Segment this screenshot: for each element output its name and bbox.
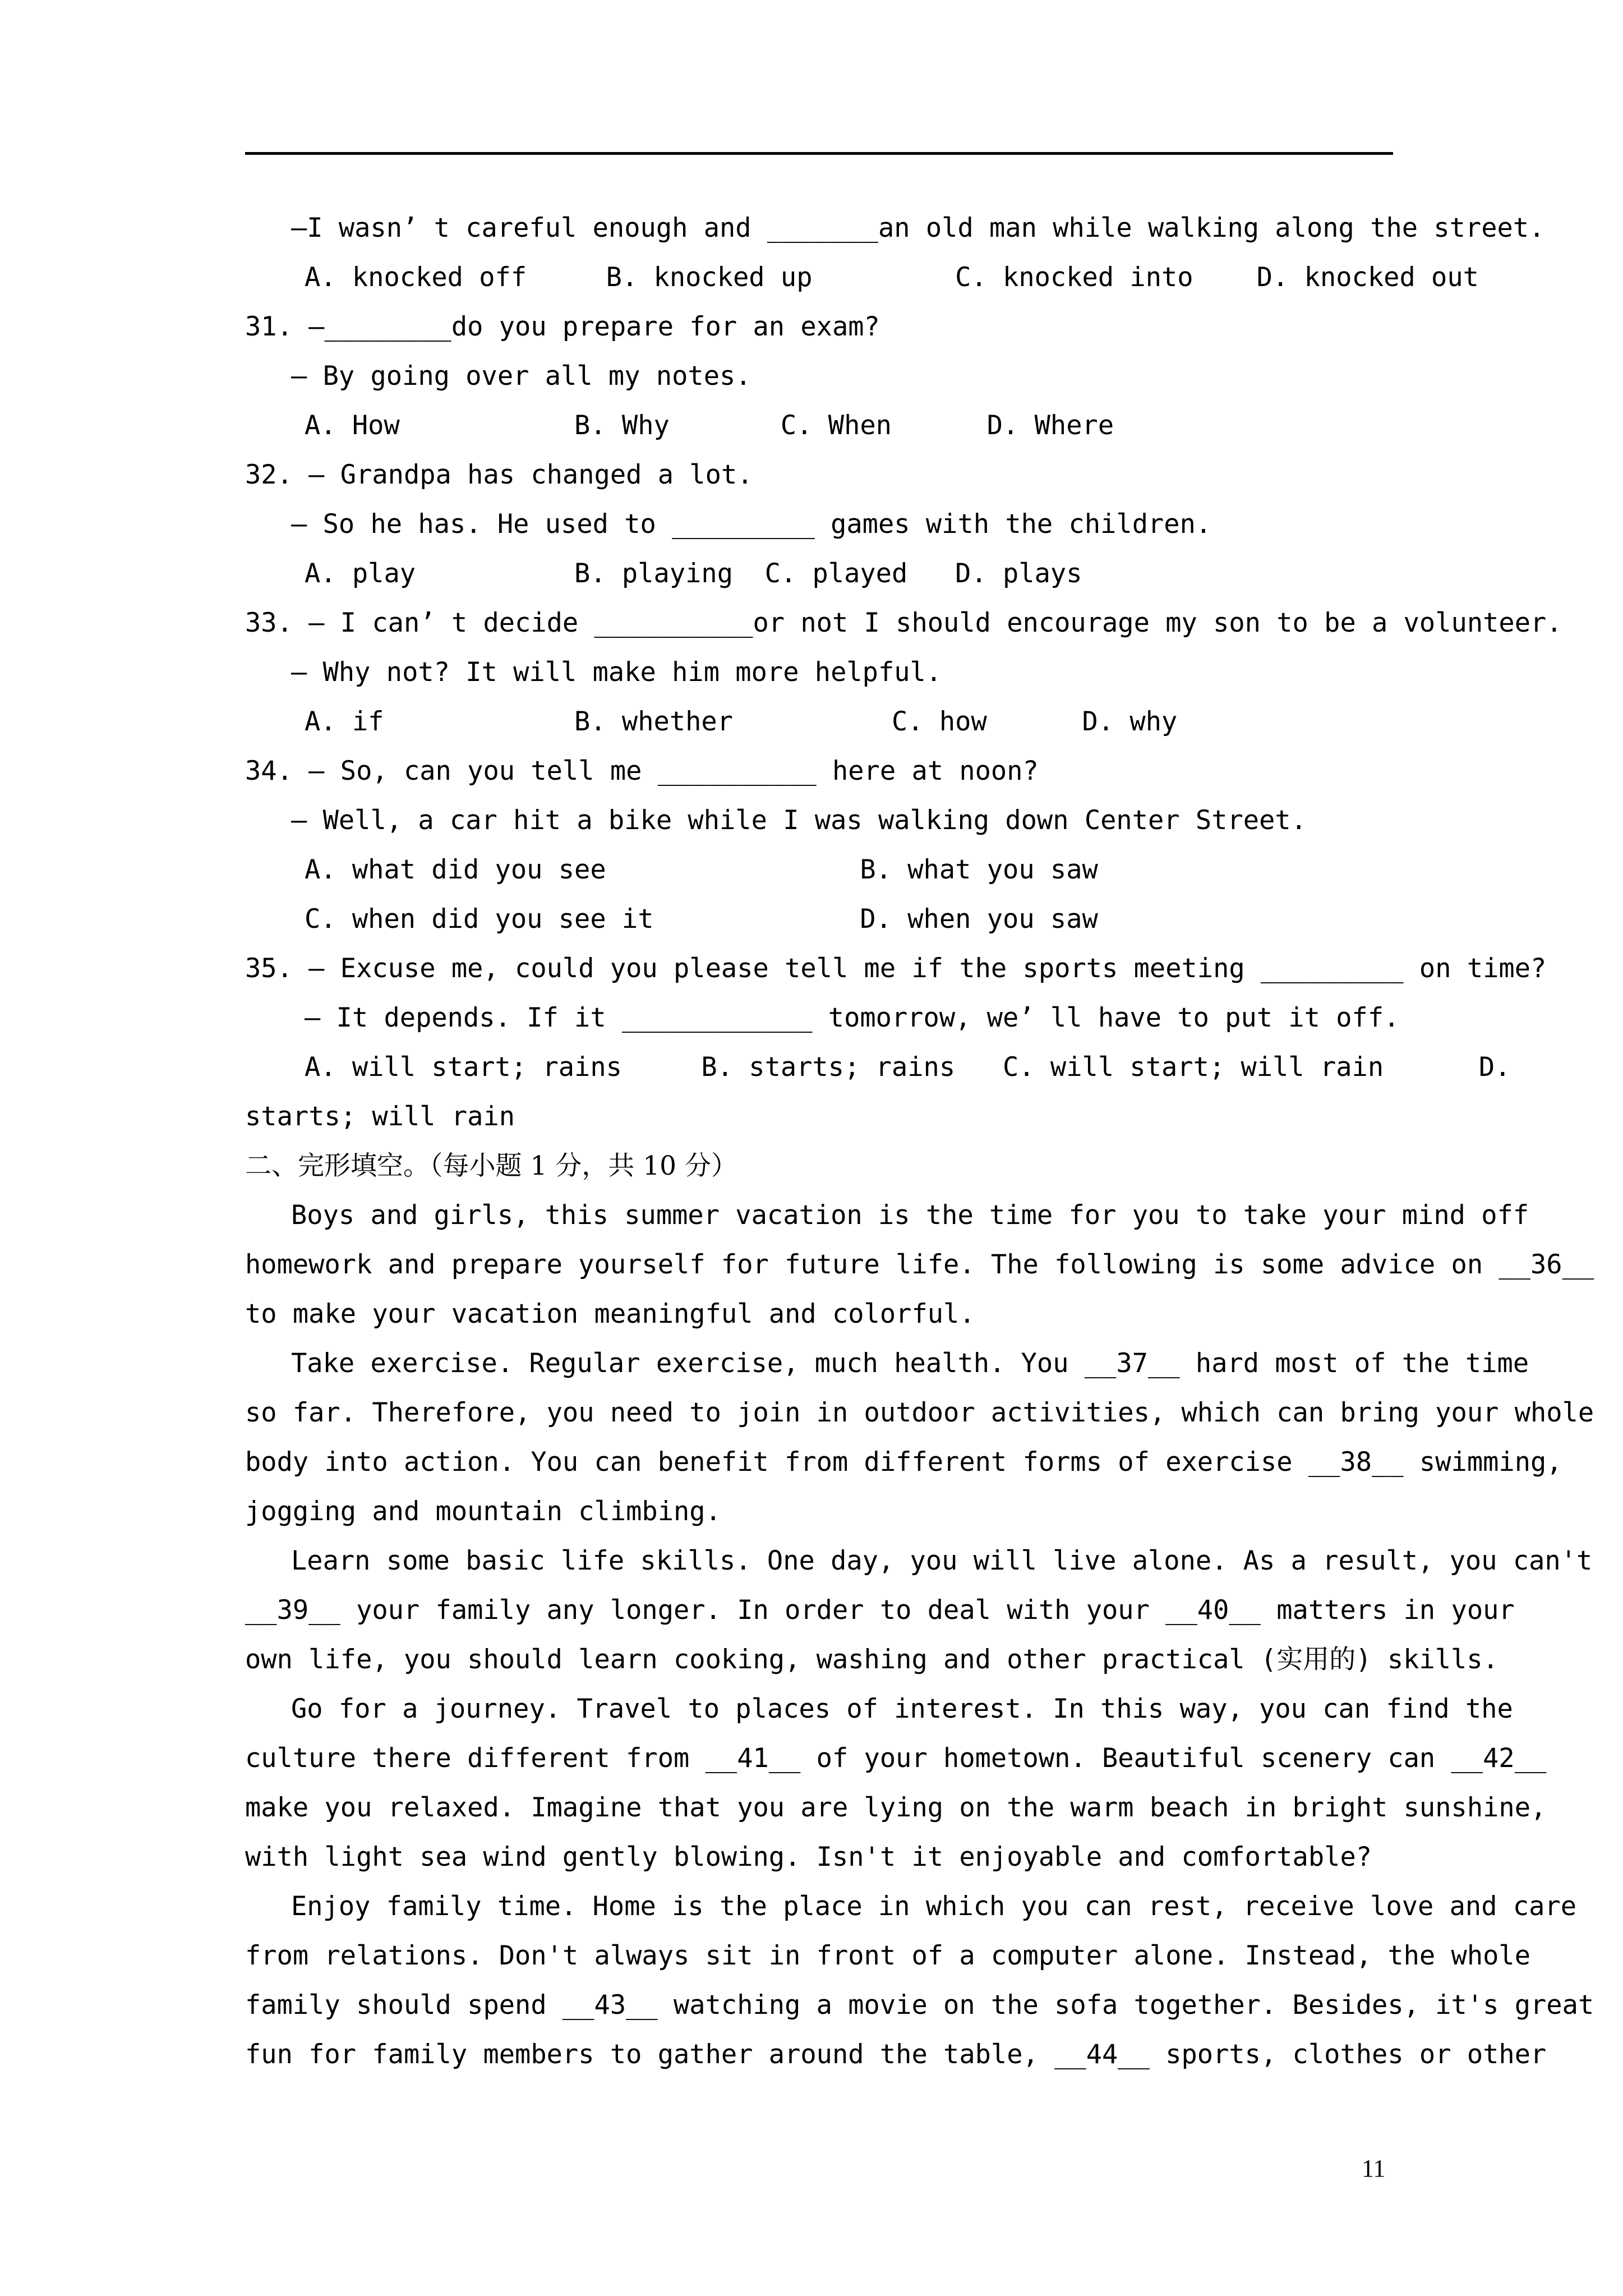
q30-answer-line: —I wasn’ t careful enough and _______an old man while walking along the street. <box>291 213 1545 243</box>
passage-line: body into action. You can benefit from different forms of exercise __38__ swimming, <box>245 1447 1562 1478</box>
q31-question: 31. —________do you prepare for an exam? <box>245 311 880 342</box>
passage-line: jogging and mountain climbing. <box>245 1496 721 1527</box>
passage-line: homework and prepare yourself for future life. The following is some advice on __36__ <box>245 1249 1594 1280</box>
passage-line: make you relaxed. Imagine that you are lying on the warm beach in bright sunshine, <box>245 1792 1547 1823</box>
passage-line: fun for family members to gather around the table, __44__ sports, clothes or other <box>245 2039 1547 2070</box>
q31-options: A. How B. Why C. When D. Where <box>305 410 1114 441</box>
passage-line: with light sea wind gently blowing. Isn't it enjoyable and comfortable? <box>245 1842 1372 1872</box>
q34-options-cd: C. when did you see it D. when you saw <box>305 904 1098 935</box>
q35-options-continued: starts; will rain <box>245 1101 515 1132</box>
q31-answer-line: — By going over all my notes. <box>291 361 751 392</box>
passage-line: Go for a journey. Travel to places of interest. In this way, you can find the <box>291 1694 1513 1724</box>
passage-line: culture there different from __41__ of your hometown. Beautiful scenery can __42__ <box>245 1743 1547 1774</box>
q34-question: 34. — So, can you tell me __________ here at noon? <box>245 756 1039 786</box>
passage-line: Boys and girls, this summer vacation is the time for you to take your mind off <box>291 1200 1529 1231</box>
passage-line: family should spend __43__ watching a movie on the sofa together. Besides, it's great <box>245 1990 1594 2021</box>
passage-line: from relations. Don't always sit in front of a computer alone. Instead, the whole <box>245 1940 1531 1971</box>
q35-options: A. will start; rains B. starts; rains C. will start; will rain D. <box>305 1052 1511 1083</box>
passage-line: Learn some basic life skills. One day, you will live alone. As a result, you can't <box>291 1545 1593 1576</box>
passage-line: Take exercise. Regular exercise, much health. You __37__ hard most of the time <box>291 1348 1529 1379</box>
q30-options: A. knocked off B. knocked up C. knocked into D. knocked out <box>305 262 1479 293</box>
passage-line: own life, you should learn cooking, washing and other practical (实用的) skills. <box>245 1644 1498 1675</box>
q33-question: 33. — I can’ t decide __________or not I should encourage my son to be a volunteer. <box>245 608 1562 638</box>
q32-answer-line: — So he has. He used to _________ games with the children. <box>291 509 1212 540</box>
q35-answer-line: — It depends. If it ____________ tomorrow, we’ ll have to put it off. <box>305 1002 1400 1033</box>
q33-answer-line: — Why not? It will make him more helpful. <box>291 657 942 688</box>
q32-options: A. play B. playing C. played D. plays <box>305 558 1082 589</box>
header-rule <box>245 152 1393 155</box>
q33-options: A. if B. whether C. how D. why <box>305 706 1178 737</box>
q32-question: 32. — Grandpa has changed a lot. <box>245 459 753 490</box>
section-heading: 二、完形填空。（每小题 1 分，共 10 分） <box>245 1151 737 1181</box>
q34-answer-line: — Well, a car hit a bike while I was walking down Center Street. <box>291 805 1307 836</box>
passage-line: so far. Therefore, you need to join in outdoor activities, which can bring your whole <box>245 1397 1594 1428</box>
passage-line: Enjoy family time. Home is the place in which you can rest, receive love and care <box>291 1891 1577 1922</box>
passage-line: __39__ your family any longer. In order to deal with your __40__ matters in your <box>245 1595 1515 1626</box>
q34-options-ab: A. what did you see B. what you saw <box>305 854 1098 885</box>
page-number: 11 <box>1362 2155 1386 2182</box>
passage-line: to make your vacation meaningful and colorful. <box>245 1299 975 1329</box>
q35-question: 35. — Excuse me, could you please tell me if the sports meeting _________ on time? <box>245 953 1547 984</box>
